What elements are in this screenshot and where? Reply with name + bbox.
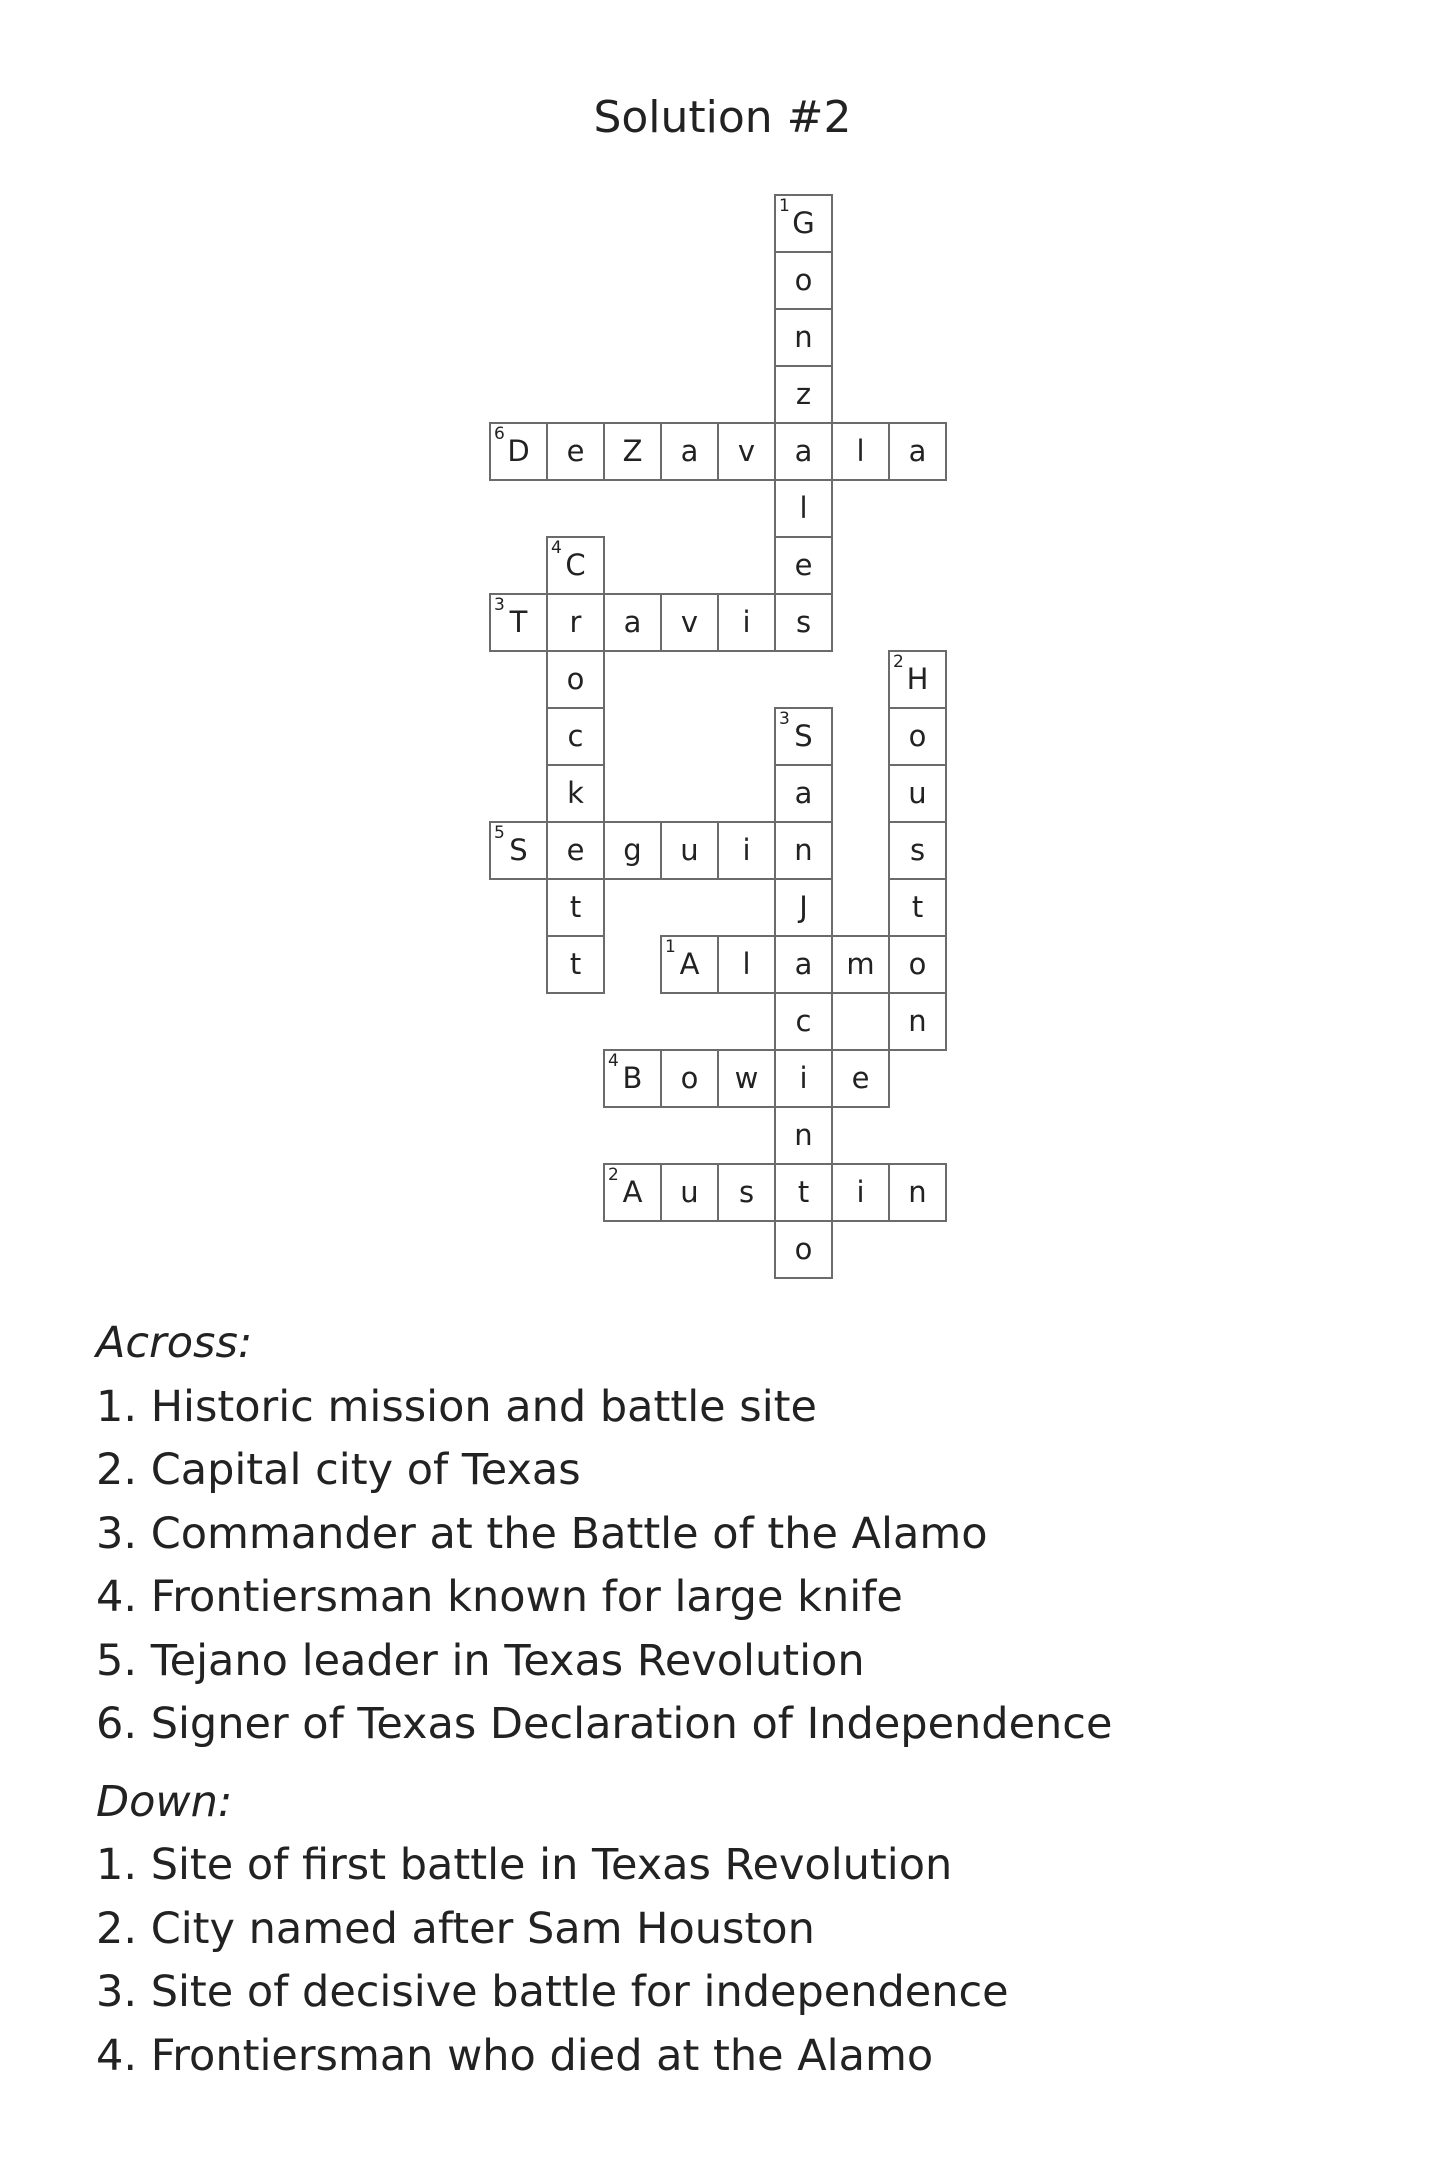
grid-cell [546, 536, 605, 595]
down-clue: 2. City named after Sam Houston [96, 1903, 815, 1954]
cell-letter: A [679, 947, 700, 981]
grid-cell [774, 479, 833, 538]
clue-number: 1 [779, 196, 790, 216]
grid-cell [774, 1220, 833, 1279]
down-clue: 1. Site of first battle in Texas Revolution [96, 1840, 953, 1890]
cell-letter: s [795, 605, 812, 639]
cell-letter: o [794, 1232, 813, 1266]
cell-letter: e [851, 1061, 870, 1095]
cell-letter: B [622, 1061, 643, 1095]
cell-letter: a [908, 434, 927, 468]
grid-cell [774, 992, 833, 1051]
cell-letter: t [569, 890, 582, 924]
cell-letter: a [794, 947, 813, 981]
cell-letter: n [794, 833, 813, 867]
cell-letter: o [794, 263, 813, 297]
cell-letter: t [569, 947, 582, 981]
grid-cell [774, 365, 833, 424]
cell-letter: Z [622, 434, 643, 468]
clue-number: 6 [494, 424, 505, 444]
grid-cell [774, 422, 833, 481]
grid-cell [660, 593, 719, 652]
cell-letter: o [566, 662, 585, 696]
clue-number: 3 [779, 709, 790, 729]
grid-cell [888, 650, 947, 709]
cell-letter: e [566, 434, 585, 468]
cell-letter: v [737, 434, 756, 468]
grid-cell [717, 422, 776, 481]
cell-letter: n [794, 320, 813, 354]
grid-cell [546, 764, 605, 823]
grid-cell [489, 821, 548, 880]
cell-letter: n [908, 1175, 927, 1209]
grid-cell [888, 764, 947, 823]
grid-cell [660, 422, 719, 481]
cell-letter: z [795, 377, 812, 411]
cell-letter: T [509, 605, 528, 639]
grid-cell [831, 1163, 890, 1222]
grid-cell [888, 707, 947, 766]
cell-letter: D [507, 434, 530, 468]
cell-letter: C [565, 548, 586, 582]
grid-cell [717, 1163, 776, 1222]
cell-letter: m [846, 947, 875, 981]
cell-letter: r [569, 605, 582, 639]
clue-number: 2 [608, 1165, 619, 1185]
cell-letter: n [794, 1118, 813, 1152]
clue-number: 2 [893, 652, 904, 672]
grid-cell [717, 1049, 776, 1108]
cell-letter: i [856, 1175, 865, 1209]
grid-cell [888, 821, 947, 880]
grid-cell [546, 878, 605, 937]
grid-cell [603, 1049, 662, 1108]
cell-letter: S [794, 719, 813, 753]
grid-cell [888, 878, 947, 937]
cell-letter: u [680, 1175, 699, 1209]
grid-cell [774, 1049, 833, 1108]
clues-section [96, 1312, 1396, 2088]
grid-cell [774, 194, 833, 253]
clue-number: 1 [665, 937, 676, 957]
across-heading: Across: [96, 1318, 253, 1368]
across-clue: 4. Frontiersman known for large knife [96, 1572, 903, 1622]
grid-cell [888, 992, 947, 1051]
cell-letter: l [742, 947, 751, 981]
across-clue: 6. Signer of Texas Declaration of Independence [96, 1699, 1113, 1749]
cell-letter: g [623, 833, 642, 867]
cell-letter: t [911, 890, 924, 924]
cell-letter: l [799, 491, 808, 525]
grid-cell [546, 422, 605, 481]
cell-letter: o [908, 947, 927, 981]
grid-cell [774, 593, 833, 652]
cell-letter: c [567, 719, 584, 753]
cell-letter: S [509, 833, 528, 867]
grid-cell [546, 707, 605, 766]
grid-cell [660, 1163, 719, 1222]
grid-cell [660, 821, 719, 880]
grid-cell [603, 422, 662, 481]
cell-letter: s [738, 1175, 755, 1209]
clue-number: 3 [494, 595, 505, 615]
down-heading: Down: [96, 1776, 233, 1827]
cell-letter: i [742, 833, 751, 867]
cell-letter: v [680, 605, 699, 639]
cell-letter: a [794, 776, 813, 810]
grid-cell [660, 1049, 719, 1108]
grid-cell [603, 821, 662, 880]
clue-number: 4 [551, 538, 562, 558]
grid-cell [546, 821, 605, 880]
grid-cell [546, 935, 605, 994]
cell-letter: e [566, 833, 585, 867]
cell-letter: e [794, 548, 813, 582]
cell-letter: a [623, 605, 642, 639]
grid-cell [774, 935, 833, 994]
grid-cell [774, 308, 833, 367]
cell-letter: a [794, 434, 813, 468]
grid-cell [603, 1163, 662, 1222]
grid-cell [774, 878, 833, 937]
cell-letter: u [680, 833, 699, 867]
puzzle-title: Solution #2 [593, 92, 852, 143]
clue-number: 4 [608, 1051, 619, 1071]
cell-letter: i [742, 605, 751, 639]
cell-letter: H [906, 662, 929, 696]
grid-cell [774, 821, 833, 880]
cell-letter: l [856, 434, 865, 468]
cell-letter: t [797, 1175, 810, 1209]
cell-letter: n [908, 1004, 927, 1038]
grid-cell [489, 593, 548, 652]
grid-cell [774, 536, 833, 595]
grid-cell [717, 935, 776, 994]
down-clue: 4. Frontiersman who died at the Alamo [96, 2030, 934, 2081]
grid-cell [660, 935, 719, 994]
cell-letter: a [680, 434, 699, 468]
cell-letter: u [908, 776, 927, 810]
grid-cell [774, 1106, 833, 1165]
cell-letter: c [795, 1004, 812, 1038]
grid-cell [717, 593, 776, 652]
grid-cell [774, 707, 833, 766]
cell-letter: J [799, 890, 808, 924]
cell-letter: k [567, 776, 584, 810]
across-clue: 3. Commander at the Battle of the Alamo [96, 1508, 988, 1559]
grid-cell [774, 251, 833, 310]
grid-cell [546, 593, 605, 652]
cell-letter: o [680, 1061, 699, 1095]
grid-cell [603, 593, 662, 652]
cell-letter: i [799, 1061, 808, 1095]
grid-cell [888, 1163, 947, 1222]
grid-cell [831, 422, 890, 481]
grid-cell [546, 650, 605, 709]
across-clue: 5. Tejano leader in Texas Revolution [96, 1635, 865, 1686]
grid-cell [774, 764, 833, 823]
cell-letter: A [622, 1175, 643, 1209]
down-clue: 3. Site of decisive battle for independence [96, 1967, 1009, 2017]
grid-cell [831, 935, 890, 994]
cell-letter: w [734, 1061, 759, 1095]
across-clue: 1. Historic mission and battle site [96, 1381, 817, 1432]
cell-letter: s [909, 833, 926, 867]
clue-number: 5 [494, 823, 505, 843]
grid-cell [888, 422, 947, 481]
across-clue: 2. Capital city of Texas [96, 1445, 581, 1495]
grid-cell [717, 821, 776, 880]
grid-cell [831, 1049, 890, 1108]
grid-cell [489, 422, 548, 481]
cell-letter: G [792, 206, 815, 240]
grid-cell [774, 1163, 833, 1222]
cell-letter: o [908, 719, 927, 753]
grid-cell [888, 935, 947, 994]
